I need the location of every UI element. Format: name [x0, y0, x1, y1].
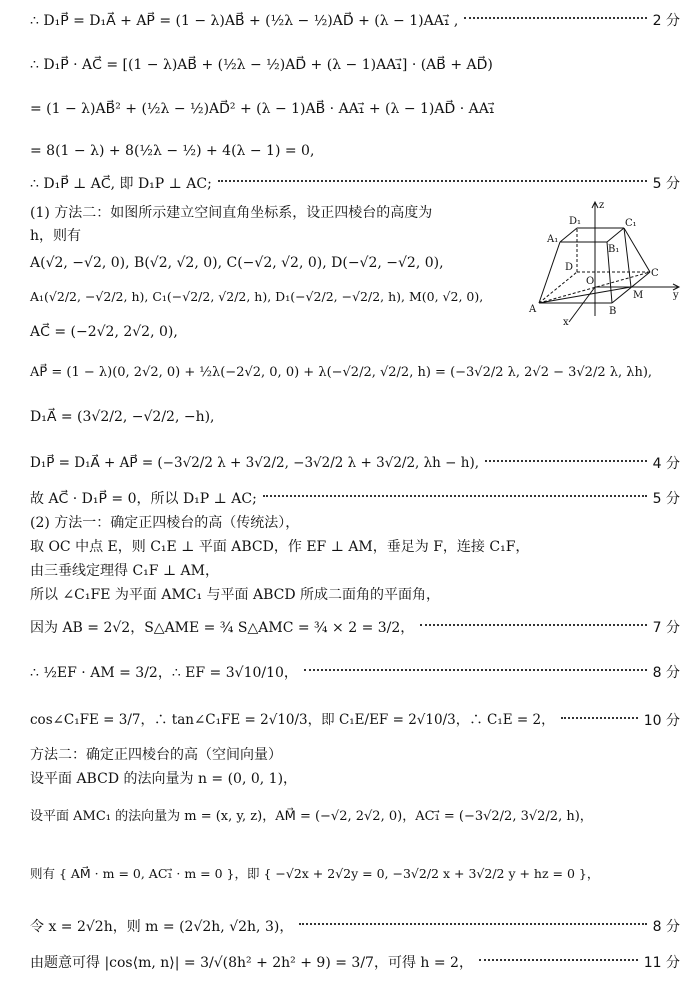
score: 8 分 [652, 665, 680, 681]
frustum-figure [525, 198, 683, 326]
line-25 [30, 868, 680, 881]
line-9 [30, 291, 512, 304]
line-text: ∴ ½EF · AM = 3/2，∴ EF = 3√10/10， [30, 665, 298, 681]
dot-leader [485, 460, 647, 462]
line-5 [30, 177, 680, 191]
score: 8 分 [652, 919, 680, 935]
line-1 [30, 14, 680, 28]
label-y: y [673, 290, 679, 301]
label-A: A [529, 304, 537, 315]
dot-leader [304, 669, 647, 671]
line-text: 方法二：确定正四棱台的高（空间向量） [30, 747, 282, 763]
line-text: A(√2, −√2, 0), B(√2, √2, 0), C(−√2, √2, 0), D(−√2, −√2, 0), [30, 255, 444, 271]
line-text: 令 x = 2√2h，则 m = (2√2h, √2h, 3)， [30, 919, 294, 935]
line-11 [30, 366, 680, 379]
line-8 [30, 256, 512, 270]
score: 10 分 [643, 713, 680, 729]
line-text: D₁P⃗ = D₁A⃗ + AP⃗ = (−3√2/2 λ + 3√2/2, −3√2/2 λ + 3√2/2, λh − h), [30, 455, 480, 472]
edge-AA1 [539, 242, 560, 303]
label-O: O [586, 276, 595, 287]
line-text: 由题意可得 |cos⟨m, n⟩| = 3/√(8h² + 2h² + 9) = 3/7，可得 h = 2， [30, 955, 473, 971]
label-z: z [599, 200, 605, 211]
line-3 [30, 102, 680, 116]
line-24 [30, 810, 680, 823]
line-19 [30, 621, 680, 635]
line-text: AP⃗ = (1 − λ)(0, 2√2, 0) + ½λ(−2√2, 0, 0) + λ(−√2/2, √2/2, h) = (−3√2/2 λ, 2√2 − 3√2/2 λ, λh), [30, 365, 653, 380]
line-text: ∴ D₁P⃗ · AC⃗ = [(1 − λ)AB⃗ + (½λ − ½)AD⃗ + (λ − 1)AA₁⃗] · (AB⃗ + AD⃗) [30, 57, 493, 73]
line-16 [30, 540, 680, 554]
line-text: 所以 ∠C₁FE 为平面 AMC₁ 与平面 ABCD 所成二面角的平面角， [30, 587, 441, 603]
line-26 [30, 920, 680, 934]
line-text: (2) 方法一：确定正四棱台的高（传统法）， [30, 515, 300, 531]
line-10 [30, 325, 512, 339]
line-text: h，则有 [30, 228, 82, 244]
score: 4 分 [652, 456, 680, 472]
line-text: 则有 { AM⃗ · m = 0, AC₁⃗ · m = 0 }，即 { −√2x + 2√2y = 0, −3√2/2 x + 3√2/2 y + hz = 0 }， [30, 866, 600, 881]
line-13 [30, 457, 680, 471]
line-22 [30, 748, 680, 762]
line-text: 设平面 AMC₁ 的法向量为 m = (x, y, z)，AM⃗ = (−√2, 2√2, 0)，AC₁⃗ = (−3√2/2, 3√2/2, h)， [30, 809, 593, 824]
line-20 [30, 666, 680, 680]
line-27 [30, 956, 680, 970]
line-text: 因为 AB = 2√2，S△AME = ¾ S△AMC = ¾ × 2 = 3/2， [30, 620, 415, 636]
line-12 [30, 410, 680, 424]
line-15 [30, 516, 680, 530]
dot-leader [218, 180, 647, 182]
line-18 [30, 588, 680, 602]
line-text: (1) 方法二：如图所示建立空间直角坐标系，设正四棱台的高度为 [30, 205, 433, 221]
label-D1: D₁ [569, 216, 582, 227]
line-2 [30, 58, 680, 72]
line-14 [30, 492, 680, 506]
line-6 [30, 206, 512, 220]
line-text: = 8(1 − λ) + 8(½λ − ½) + 4(λ − 1) = 0, [30, 143, 315, 159]
score: 2 分 [652, 13, 680, 29]
line-21 [30, 714, 680, 728]
dot-leader [479, 959, 638, 961]
dot-leader [464, 17, 646, 19]
line-text: 由三垂线定理得 C₁F ⊥ AM， [30, 563, 219, 579]
line-text: D₁A⃗ = (3√2/2, −√2/2, −h), [30, 409, 215, 425]
line-4 [30, 144, 680, 158]
dot-leader [299, 923, 646, 925]
line-text: 取 OC 中点 E，则 C₁E ⊥ 平面 ABCD，作 EF ⊥ AM，垂足为 F，连接 C₁F， [30, 539, 530, 555]
score: 11 分 [643, 955, 680, 971]
score: 5 分 [652, 491, 680, 507]
label-B: B [609, 306, 617, 317]
score: 7 分 [652, 620, 680, 636]
label-C1: C₁ [625, 218, 637, 229]
line-text: A₁(√2/2, −√2/2, h), C₁(−√2/2, √2/2, h), D₁(−√2/2, −√2/2, h), M(0, √2, 0), [30, 289, 484, 304]
label-A1: A₁ [547, 234, 559, 245]
edge-B1C1 [607, 228, 624, 242]
score: 5 分 [652, 176, 680, 192]
edge-A1D1 [560, 228, 577, 242]
line-text: ∴ D₁P⃗ = D₁A⃗ + AP⃗ = (1 − λ)AB⃗ + (½λ − ½)AD⃗ + (λ − 1)AA₁⃗ , [30, 13, 459, 29]
label-D: D [565, 262, 574, 273]
line-text: cos∠C₁FE = 3/7，∴ tan∠C₁FE = 2√10/3，即 C₁E/EF = 2√10/3，∴ C₁E = 2， [30, 712, 555, 729]
dot-leader [561, 717, 638, 719]
line-text: 设平面 ABCD 的法向量为 n = (0, 0, 1)， [30, 771, 298, 787]
dot-leader [420, 624, 646, 626]
edge-CC1 [624, 228, 650, 272]
line-17 [30, 564, 680, 578]
label-C: C [651, 268, 659, 279]
x-axis [569, 287, 595, 322]
line-7 [30, 229, 512, 243]
line-23 [30, 772, 680, 786]
line-text: ∴ D₁P⃗ ⊥ AC⃗, 即 D₁P ⊥ AC; [30, 176, 212, 192]
line-text: = (1 − λ)AB⃗² + (½λ − ½)AD⃗² + (λ − 1)AB⃗ · AA₁⃗ + (λ − 1)AD⃗ · AA₁⃗ [30, 101, 495, 117]
label-x: x [563, 317, 569, 326]
label-B1: B₁ [608, 244, 620, 255]
dot-leader [263, 495, 647, 497]
line-text: AC⃗ = (−2√2, 2√2, 0), [30, 324, 178, 340]
line-text: 故 AC⃗ · D₁P⃗ = 0，所以 D₁P ⊥ AC; [30, 491, 257, 507]
label-M: M [633, 290, 644, 301]
